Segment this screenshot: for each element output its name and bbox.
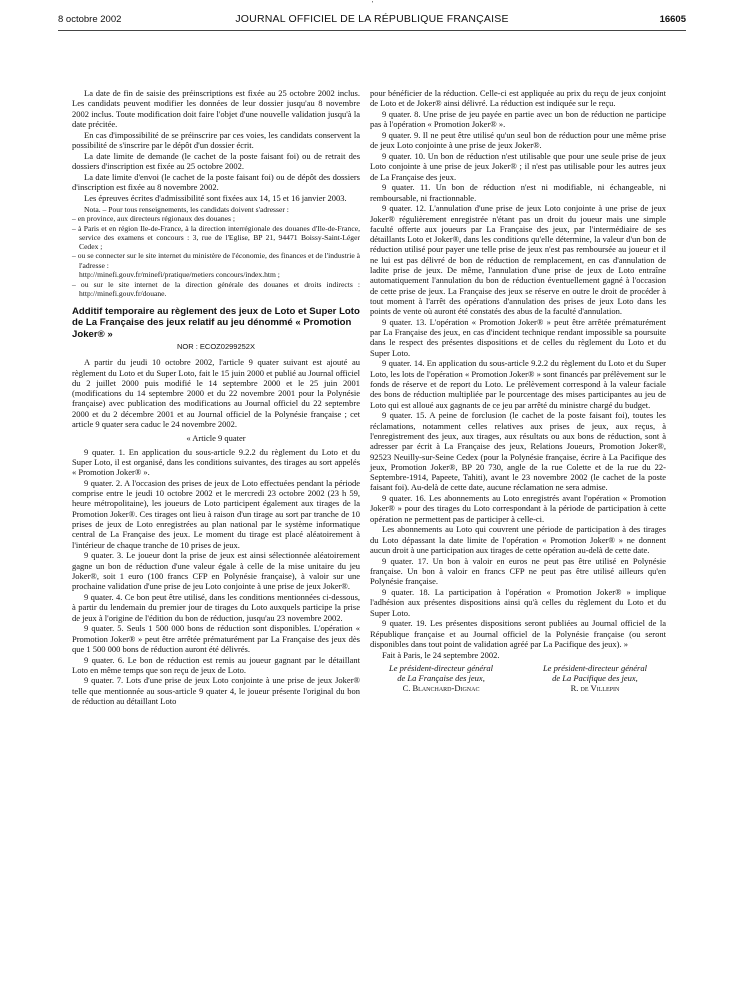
paragraph: 9 quater. 13. L'opération « Promotion Joker® » peut être arrêtée prématurément par La Française des jeux, en cas d'incident technique rendant impossible sa poursuite dans le respect des présentes dispositions et de celles du règlement du Loto et du Super Loto.: [370, 316, 666, 358]
signature-role: de La Pacifique des jeux,: [552, 672, 638, 683]
header-title: JOURNAL OFFICIEL DE LA RÉPUBLIQUE FRANÇAISE: [235, 13, 509, 25]
paragraph: 9 quater. 4. Ce bon peut être utilisé, dans les conditions mentionnées ci-dessous, à partir du lendemain du premier jour de tirages du Loto auxquels participe la prise de jeux à l'origine de l'édition du bon de réduction, jusqu'au 23 novembre 2002.: [72, 591, 360, 623]
paragraph: Les épreuves écrites d'admissibilité sont fixées aux 14, 15 et 16 janvier 2003.: [84, 192, 347, 203]
paragraph: 9 quater. 19. Les présentes dispositions seront publiées au Journal officiel de la République française et au Journal officiel de la Polynésie française (ou seront disponibles dans tout point de validation agréé par La Pacifique des jeux). »: [370, 618, 666, 649]
paragraph: La date limite d'envoi (le cachet de la poste faisant foi) ou de dépôt des dossiers d'inscription est fixée au 8 novembre 2002.: [72, 171, 360, 192]
nota-block: [72, 205, 360, 298]
nor-reference: NOR : ECOZ0299252X: [177, 341, 255, 351]
paragraph: 9 quater. 11. Un bon de réduction n'est ni modifiable, ni échangeable, ni remboursable, ni fractionnable.: [370, 182, 666, 203]
paragraph: 9 quater. 6. Le bon de réduction est remis au joueur gagnant par le détaillant Loto en même temps que son reçu de jeux de Loto.: [72, 654, 360, 675]
nota-item: – ou se connecter sur le site internet du ministère de l'économie, des finances et de l'industrie à l'adresse :: [72, 251, 360, 270]
paragraph: 9 quater. 16. Les abonnements au Loto enregistrés avant l'opération « Promotion Joker® » pour des tirages du Loto correspondant à la période de participation à cette opération ne permettent pas de participer à celle-ci.: [370, 493, 666, 524]
paragraph: 9 quater. 2. A l'occasion des prises de jeux de Loto effectuées pendant la période comprise entre le jeudi 10 octobre 2002 et le mercredi 23 octobre 2002 (23 h 59, heure métropolitaine), les joueurs de Loto participent également aux tirages de la Promotion Joker®. Ces tirages ont lieu à raison d'un tirage au sort par tranche de 10 prises de jeux de Loto enregistrées au plan national par le système informatique central de La Française des jeux. Le moment du tirage est placé aléatoirement à l'intérieur de chaque tranche de 10 prises de jeux.: [72, 477, 360, 550]
done-line: Fait à Paris, le 24 septembre 2002.: [382, 649, 500, 660]
signature-role: de La Française des jeux,: [397, 672, 485, 683]
signature-role: Le président-directeur général: [389, 662, 494, 673]
paragraph: 9 quater. 9. Il ne peut être utilisé qu'un seul bon de réduction pour une même prise de jeux Loto conjointe à une prise de jeux Joker®.: [370, 129, 666, 151]
signature-name: C. Blanchard-Dignac: [402, 682, 480, 693]
paragraph: 9 quater. 3. Le joueur dont la prise de jeux est ainsi sélectionnée aléatoirement gagne un bon de réduction d'une valeur égale à celle de la mise unitaire du jeu Joker®, soit 1 euro (100 francs CFP en Polynésie française), à valoir sur une prochaine validation d'une prise de jeu Loto conjointe à une prise de jeux Joker®.: [72, 550, 360, 592]
nota-item: – ou sur le site internet de la direction générale des douanes et droits indirects : http://minefi.gouv.fr/douane.: [72, 279, 360, 298]
signatures: [370, 663, 666, 693]
paragraph: La date limite de demande (le cachet de la poste faisant foi) ou de retrait des dossiers d'inscription est fixée au 25 octobre 2002.: [72, 150, 360, 171]
paragraph: pour bénéficier de la réduction. Celle-ci est appliquée au prix du reçu de jeux conjoint de Loto et de Joker® ainsi délivré. La réduction est indiquée sur le reçu.: [370, 88, 666, 109]
paragraph: A partir du jeudi 10 octobre 2002, l'article 9 quater suivant est ajouté au règlement du Loto et du Super Loto, fait le 15 juin 2000 et publié au Journal officiel du 2 juillet 2000 puis modifié le 14 septembre 2000 et le 25 juin 2001 (modifications du 14 septembre 2000 et du 22 novembre 2001 pour la Polynésie française) avec publication des modifications au Journal officiel du 22 septembre 2000 et du 2 décembre 2001 et au Journal officiel de la Polynésie française ; cet article 9 quater sera caduc le 24 novembre 2002.: [72, 357, 360, 430]
paragraph: Les abonnements au Loto qui couvrent une période de participation à des tirages du Loto dépassant la date limite de l'opération « Promotion Joker® » ne donnent aucun droit à une participation aux tirages de cette opération au-delà de cette date.: [370, 524, 666, 555]
page-header: [58, 10, 686, 31]
nota-item: – à Paris et en région Ile-de-France, à la direction interrégionale des douanes d'Ile-de-France, service des examens et concours : 3, rue de l'Eglise, BP 21, 94471 Boissy-Saint-Léger Cedex ;: [72, 223, 360, 251]
page-mark: ': [372, 0, 374, 8]
paragraph: 9 quater. 14. En application du sous-article 9.2.2 du règlement du Loto et du Super Loto, les lots de l'opération « Promotion Joker® » sont financés par prélèvement sur le fonds de réserve et de report du Loto. Le prélèvement correspond à la valeur faciale des bons de réduction multipliée par le pourcentage des mises participantes au jeu de Loto qui est alloué aux gagnants de ce jeu par arrêté du ministre chargé du budget.: [370, 358, 666, 410]
paragraph: 9 quater. 18. La participation à l'opération « Promotion Joker® » implique l'adhésion aux présentes dispositions ainsi qu'à celles du règlement du Loto et du Super Loto.: [370, 586, 666, 618]
paragraph: 9 quater. 15. A peine de forclusion (le cachet de la poste faisant foi), toutes les réclamations, notamment celles relatives aux prises de jeux, aux reçus, à l'enregistrement des jeux, aux tirages, aux résultats ou aux bons de réduction, sont à adresser par écrit à La Française des jeux, Relations Joueurs, Promotion Joker®, 92523 Neuilly-sur-Seine Cedex (pour la Polynésie française, écrire à La Pacifique des jeux, Promotion Joker®, BP 20 730, angle de la rue Colette et de la rue du 22-Septembre-1914, Papeete, Tahiti), avant le 23 novembre 2002 (le cachet de la poste faisant foi). Au-delà de cette date, aucune réclamation ne sera admise.: [370, 410, 666, 493]
paragraph: 9 quater. 5. Seuls 1 500 000 bons de réduction sont disponibles. L'opération « Promotion Joker® » peut être arrêtée prématurément par La Française des jeux dès que 1 500 000 bons de réduction auront été délivrés.: [72, 623, 360, 654]
article-title: « Article 9 quater: [186, 433, 246, 444]
paragraph: 9 quater. 12. L'annulation d'une prise de jeux Loto conjointe à une prise de jeux Joker® régulièrement enregistrée n'étant pas un droit du joueur mais une simple faculté offerte aux joueurs par La Française des jeux, par l'intermédiaire de ses détaillants Loto et Joker®, dans les conditions qu'elle détermine, la valeur d'un bon de réduction utilisé pour payer une telle prise de jeux n'est pas remboursée au joueur et il ne lui est pas délivré de bon de réduction de remplacement, en cas d'annulation de ladite prise de jeux. De même, l'annulation d'une prise de jeux de Loto entraîne automatiquement l'annulation du bon de réduction éventuellement gagné à l'occasion de cette prise de jeux. La Française des jeux se réserve en outre le droit de procéder à tout moment à l'arrêt des opérations d'annulation des prises de jeux Loto dans les points de vente où auront été constatés des abus de la faculté d'annulation.: [370, 203, 666, 317]
header-date: 8 octobre 2002: [58, 14, 122, 25]
nota-url: http://minefi.gouv.fr/minefi/pratique/metiers concours/index.htm ;: [79, 270, 280, 280]
signature-left: [370, 663, 512, 693]
section-heading: Additif temporaire au règlement des jeux de Loto et Super Loto de La Française des jeux relatif au jeu dénommé « Promotion Joker® »: [72, 305, 360, 340]
signature-role: Le président-directeur général: [542, 662, 647, 673]
nota-intro: Nota. – Pour tous renseignements, les candidats doivent s'adresser :: [84, 204, 289, 214]
paragraph: En cas d'impossibilité de se préinscrire par ces voies, les candidats conservent la possibilité de s'inscrire par le dépôt d'un dossier écrit.: [72, 129, 360, 150]
left-column: [72, 88, 360, 707]
paragraph: 9 quater. 8. Une prise de jeu payée en partie avec un bon de réduction ne participe pas à l'opération « Promotion Joker® ».: [370, 108, 666, 130]
right-column: [370, 88, 666, 693]
paragraph: La date de fin de saisie des préinscriptions est fixée au 25 octobre 2002 inclus. Les candidats peuvent modifier les données de leur dossier jusqu'au 8 novembre 2002 inclus. Toute modification doit faire l'objet d'une nouvelle validation jusqu'à la date précitée.: [72, 88, 360, 129]
paragraph: 9 quater. 17. Un bon à valoir en euros ne peut pas être utilisé en Polynésie française. Un bon à valoir en francs CFP ne peut pas être utilisé ailleurs qu'en Polynésie française.: [370, 555, 666, 587]
paragraph: 9 quater. 7. Lots d'une prise de jeux Loto conjointe à une prise de jeux Joker® telle que mentionnée au sous-article 9 quater 4, le joueur présente l'original du bon de réduction au détaillant Loto: [72, 675, 360, 707]
signature-name: R. de Villepin: [570, 682, 620, 693]
page-number: 16605: [659, 14, 686, 25]
paragraph: 9 quater. 1. En application du sous-article 9.2.2 du règlement du Loto et du Super Loto, il est organisé, dans les conditions suivantes, des tirages au sort appelés « Promotion Joker® ».: [72, 446, 360, 478]
paragraph: 9 quater. 10. Un bon de réduction n'est utilisable que pour une seule prise de jeux Loto conjointe à une prise de jeux Joker® ; il n'est pas utilisable pour les autres jeux de La Française des jeux.: [370, 150, 666, 182]
signature-right: [524, 663, 666, 693]
nota-item: – en province, aux directeurs régionaux des douanes ;: [72, 214, 235, 224]
